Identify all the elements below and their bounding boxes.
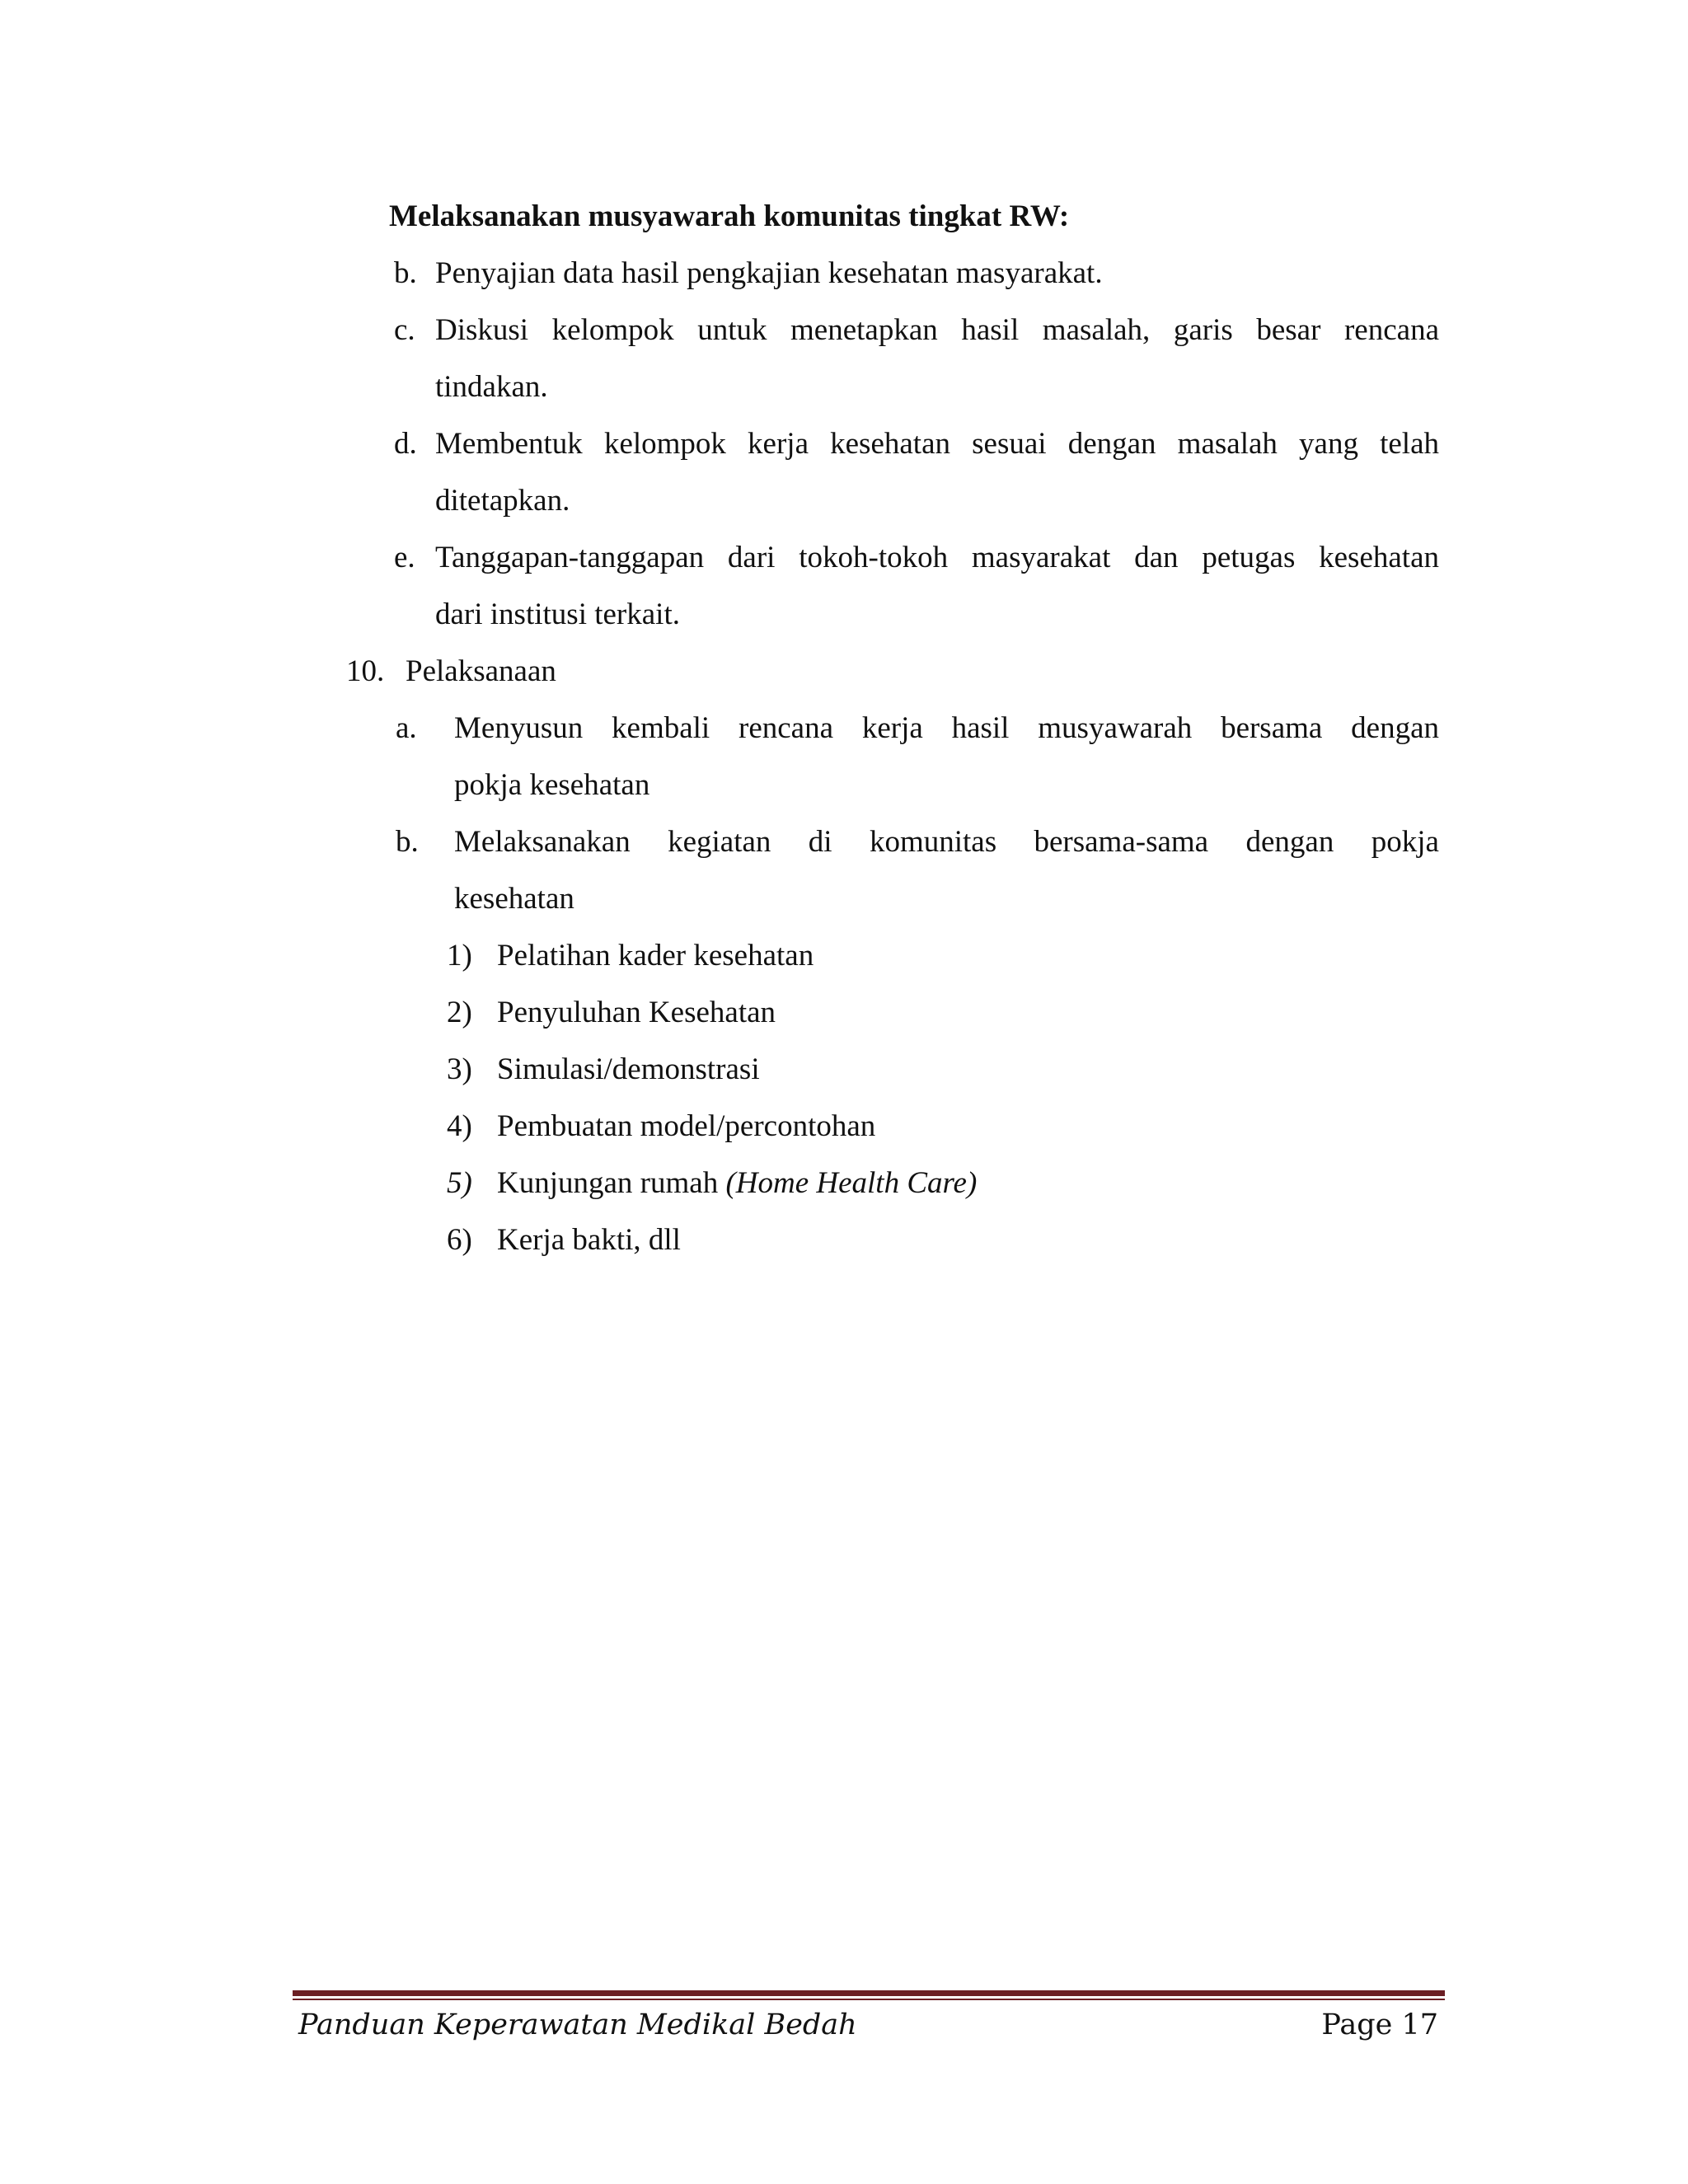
sublist-marker: 3) bbox=[447, 1052, 472, 1086]
list-item-text-cont: tindakan. bbox=[435, 370, 548, 404]
list-marker: e. bbox=[394, 541, 415, 574]
section-heading: Melaksanakan musyawarah komunitas tingkat RW: bbox=[389, 199, 1070, 233]
sublist-marker: 6) bbox=[447, 1223, 472, 1257]
footer-title: Panduan Keperawatan Medikal Bedah bbox=[298, 2008, 857, 2041]
list-item-text-cont: pokja kesehatan bbox=[454, 768, 650, 802]
section-title: Pelaksanaan bbox=[406, 654, 556, 688]
list-item-text: Tanggapan-tanggapan dari tokoh-tokoh masyarakat dan petugas kesehatan bbox=[435, 541, 1439, 574]
list-item-text: Penyajian data hasil pengkajian kesehatan masyarakat. bbox=[435, 256, 1103, 290]
list-marker: b. bbox=[396, 825, 419, 859]
section-number: 10. bbox=[346, 654, 385, 688]
list-item-text: Menyusun kembali rencana kerja hasil musyawarah bersama dengan bbox=[454, 711, 1439, 745]
list-item-text-cont: dari institusi terkait. bbox=[435, 598, 680, 631]
list-marker: d. bbox=[394, 427, 417, 461]
list-item-text: Melaksanakan kegiatan di komunitas bersama-sama dengan pokja bbox=[454, 825, 1439, 859]
sublist-item: Penyuluhan Kesehatan bbox=[497, 996, 776, 1029]
sublist-item: Pembuatan model/percontohan bbox=[497, 1109, 876, 1143]
footer-rule-thin bbox=[293, 1999, 1445, 2000]
list-marker: b. bbox=[394, 256, 417, 290]
list-marker: a. bbox=[396, 711, 417, 745]
list-item-text: Diskusi kelompok untuk menetapkan hasil masalah, garis besar rencana bbox=[435, 313, 1439, 347]
sublist-item: Kerja bakti, dll bbox=[497, 1223, 681, 1257]
sublist-item: Pelatihan kader kesehatan bbox=[497, 939, 814, 972]
page-number: Page 17 bbox=[1321, 2008, 1438, 2041]
sublist-marker: 5) bbox=[447, 1166, 472, 1200]
list-item-text-cont: kesehatan bbox=[454, 882, 574, 916]
sublist-item: Simulasi/demonstrasi bbox=[497, 1052, 760, 1086]
sublist-item-italic: (Home Health Care) bbox=[725, 1166, 978, 1200]
sublist-marker: 2) bbox=[447, 996, 472, 1029]
sublist-marker: 1) bbox=[447, 939, 472, 972]
list-item-text-cont: ditetapkan. bbox=[435, 484, 570, 518]
footer-rule bbox=[293, 1990, 1445, 1996]
list-item-text: Membentuk kelompok kerja kesehatan sesuai dengan masalah yang telah bbox=[435, 427, 1439, 461]
sublist-item: Kunjungan rumah (Home Health Care) bbox=[497, 1166, 978, 1200]
list-marker: c. bbox=[394, 313, 415, 347]
sublist-marker: 4) bbox=[447, 1109, 472, 1143]
